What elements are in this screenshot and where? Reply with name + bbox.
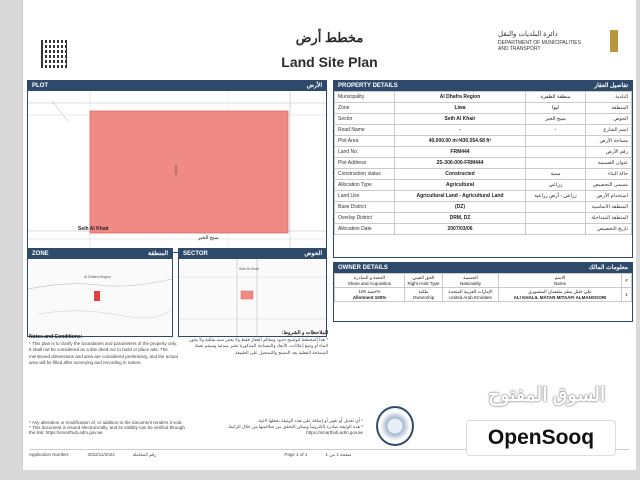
map-road: [38, 309, 172, 318]
notes-en: [29, 334, 179, 366]
property-value-ar: [526, 213, 586, 224]
plot-sector-label: Seih Al Khair: [78, 226, 109, 232]
property-key-ar: مسمى التخصيص: [586, 180, 632, 191]
property-value: Constructed: [395, 169, 526, 180]
owner-col-num: #: [622, 274, 632, 288]
north-arrow-icon: [52, 101, 68, 121]
property-value: 40,000.00 m²/430,554.68 ft²: [395, 136, 526, 147]
property-value: Liwa: [395, 103, 526, 114]
property-value: Seih Al Khair: [395, 114, 526, 125]
property-key-ar: مساحة الأرض: [586, 136, 632, 147]
property-value: Agricultural Land - Agricultural Land: [395, 191, 526, 202]
property-value-ar: [526, 136, 586, 147]
footer-note-ar-1: * أي تعديل أو تغيير أو إضافة على هذه الوثيقة يجعلها لاغية.: [257, 418, 363, 423]
table-row: [335, 147, 632, 158]
map-dimension-label: ·: [58, 100, 59, 104]
table-row: [335, 92, 632, 103]
notes-ar: [183, 330, 328, 356]
sector-map-label: Seih Al Khair: [239, 267, 260, 271]
plot-panel-header: [28, 81, 326, 91]
property-value: Agricultural: [395, 180, 526, 191]
table-row: [335, 103, 632, 114]
plot-map-svg: [28, 91, 326, 252]
property-value-ar: [526, 224, 586, 235]
property-key: Allocation Date: [335, 224, 395, 235]
sector-head-ar: الحوض: [304, 251, 322, 257]
property-key-ar: المنطقة: [586, 103, 632, 114]
application-number: 2022/11/2022: [87, 452, 115, 457]
property-key-ar: رقم الأرض: [586, 147, 632, 158]
property-head-en: PROPERTY DETAILS: [338, 83, 398, 89]
zone-map-label: Al Dhafra Region: [84, 275, 111, 279]
emblem-icon: [610, 30, 618, 52]
property-key: Base District: [335, 202, 395, 213]
property-value: FRM444: [395, 147, 526, 158]
property-key: Construction status: [335, 169, 395, 180]
department-seal-icon: [376, 406, 414, 446]
application-number-label: Application Number:: [29, 452, 70, 457]
table-row: [335, 136, 632, 147]
sector-head-en: SECTOR: [183, 251, 208, 257]
department-logo: [498, 30, 618, 56]
owner-col-right: الحق العيني Right Hold Type: [405, 274, 443, 288]
zone-location-marker: [94, 291, 100, 301]
dept-name-en-1: DEPARTMENT OF MUNICIPALITIES: [498, 40, 581, 46]
property-value-ar: مبنية: [526, 169, 586, 180]
property-value: DRM, DZ: [395, 213, 526, 224]
property-key: Plot Address: [335, 158, 395, 169]
footer-note-1: * Any alteration or modification of, or addition to the document renders it void.: [29, 420, 183, 425]
page-title: Land Site Plan: [281, 54, 378, 70]
table-row: [335, 191, 632, 202]
footer-notes-en: [29, 420, 189, 435]
property-key: Land Use: [335, 191, 395, 202]
property-key-ar: استخدام الأرض: [586, 191, 632, 202]
sector-panel-header: [179, 249, 326, 259]
property-details-header: [334, 81, 632, 91]
owner-col-share: الحصة و المبادرة Share and Acquisition: [335, 274, 405, 288]
property-value-ar: زراعي - أرض زراعية: [526, 191, 586, 202]
owner-table-header-row: [335, 274, 632, 288]
notes-body-ar: * هذا المخطط لتوضيح حدود ومعالم العقار فقط ولا يعتبر سند ملكية ولا يجوز البناء أو وضع إعلانات، الأبعاد والمساحة المذكورة تعتبر مبدئية وسيتم تعبئة المساحة الفعلية بعد المسح والتسجيل على الطبيعة.: [189, 337, 328, 355]
dept-name-ar: دائرة البلديات والنقل: [498, 31, 558, 38]
zone-head-en: ZONE: [32, 251, 49, 257]
page-number: Page 1 of 1: [284, 452, 308, 457]
footer-notes-ar: [213, 418, 363, 435]
table-row: [335, 202, 632, 213]
property-value-ar: ليوا: [526, 103, 586, 114]
sector-map: [179, 259, 326, 336]
property-key: Overlay District: [335, 213, 395, 224]
property-key: Plot Area: [335, 136, 395, 147]
table-row: [335, 213, 632, 224]
table-row: [335, 125, 632, 136]
property-head-ar: تفاصيل العقار: [594, 83, 628, 89]
zone-head-ar: المنطقة: [148, 251, 168, 257]
plot-sector-label-ar: سيح الخير: [198, 235, 219, 241]
owner-head-en: OWNER DETAILS: [338, 265, 388, 271]
property-value-ar: سيح الخير: [526, 114, 586, 125]
plot-head-ar: الأرض: [306, 83, 322, 89]
property-key-ar: المنطقة الأساسية: [586, 202, 632, 213]
watermark-ar: السوق المفتوح: [488, 385, 606, 406]
opensooq-watermark: OpenSooq: [466, 420, 616, 456]
property-key-ar: الحوض: [586, 114, 632, 125]
owner-col-nationality: الجنسية Nationality: [443, 274, 499, 288]
property-key: Sector: [335, 114, 395, 125]
property-key: Municipality: [335, 92, 395, 103]
owner-num: 1: [622, 288, 632, 302]
owner-head-ar: معلومات المالك: [588, 265, 628, 271]
sector-plot-marker: [241, 291, 253, 299]
page-title-ar: مخطط أرض: [295, 30, 364, 45]
property-key: Zone: [335, 103, 395, 114]
property-value: Al Dhafra Region: [395, 92, 526, 103]
page-number-ar: صفحة 1 من 1: [325, 452, 352, 457]
owner-share: حصة 100% Allotment 100%: [335, 288, 405, 302]
zone-map: [28, 259, 172, 336]
property-key-ar: تاريخ التخصيص: [586, 224, 632, 235]
footer-note-2: * This document is issued electronically, and its validity can be verified through the link: https://smarthub.adm.gov.ae: [29, 425, 185, 435]
zone-map-svg: [28, 259, 172, 336]
table-row: [335, 180, 632, 191]
dept-name-en-2: AND TRANSPORT: [498, 46, 541, 52]
owner-nationality: الإمارات العربية المتحدة United Arab Emirates: [443, 288, 499, 302]
property-value-ar: -: [526, 125, 586, 136]
table-row: [335, 288, 632, 302]
property-value-ar: زراعي: [526, 180, 586, 191]
plot-head-en: PLOT: [32, 83, 48, 89]
notes-title-ar: الملاحظات و الشروط:: [281, 330, 328, 336]
property-value: 2S-300-000-FRM444: [395, 158, 526, 169]
property-key: Road Name: [335, 125, 395, 136]
property-key-ar: عنوان القسيمة: [586, 158, 632, 169]
property-details-panel: [333, 80, 633, 258]
owner-details-panel: [333, 262, 633, 322]
property-key: Allocation Type: [335, 180, 395, 191]
property-key-ar: المنطقة المتداخلة: [586, 213, 632, 224]
notes-body-en: * This plan is to clarify the boundaries and parameters of the property only. It shall not be considered as a title deed nor to build or place ads. The mentioned dimensions and area are considered preliminary, and the actual area will be filled after surveying and recording in nature.: [29, 341, 178, 365]
table-row: [335, 224, 632, 235]
owner-col-name: الاسم Name: [499, 274, 622, 288]
zone-panel-header: [28, 249, 172, 259]
plot-boundary: [90, 111, 288, 233]
property-key-ar: البلدية: [586, 92, 632, 103]
property-value: -: [395, 125, 526, 136]
property-value-ar: منطقة الظفرة: [526, 92, 586, 103]
property-key-ar: حالة البناء: [586, 169, 632, 180]
property-value-ar: [526, 158, 586, 169]
owner-right: ملكية Ownership: [405, 288, 443, 302]
property-details-table: [334, 91, 632, 235]
notes-title-en: Notes and Conditions:: [29, 334, 83, 340]
property-value: (DZ): [395, 202, 526, 213]
table-row: [335, 169, 632, 180]
property-value-ar: [526, 202, 586, 213]
table-row: [335, 114, 632, 125]
map-road: [28, 279, 172, 289]
owner-name: علي خليل مطر متعضان المنصوري ALI KHALIL MATAR MITAAFI ALMANSOORI: [499, 288, 622, 302]
application-number-label-ar: رقم المعاملة: [132, 452, 157, 457]
property-key: Land No.: [335, 147, 395, 158]
footer-note-ar-2: * هذه الوثيقة صادرة إلكترونياً ويمكن التحقق من صلاحيتها من خلال الرابط: https://smarthub.adm.gov.ae: [227, 424, 363, 435]
owner-details-header: [334, 263, 632, 273]
table-row: [335, 158, 632, 169]
plot-panel: [27, 80, 327, 253]
sector-panel: [178, 248, 327, 337]
property-value: 2007/03/06: [395, 224, 526, 235]
owner-details-table: [334, 273, 632, 302]
zone-panel: [27, 248, 173, 337]
property-value-ar: [526, 147, 586, 158]
plot-map: [28, 91, 326, 252]
property-key-ar: اسم الشارع: [586, 125, 632, 136]
